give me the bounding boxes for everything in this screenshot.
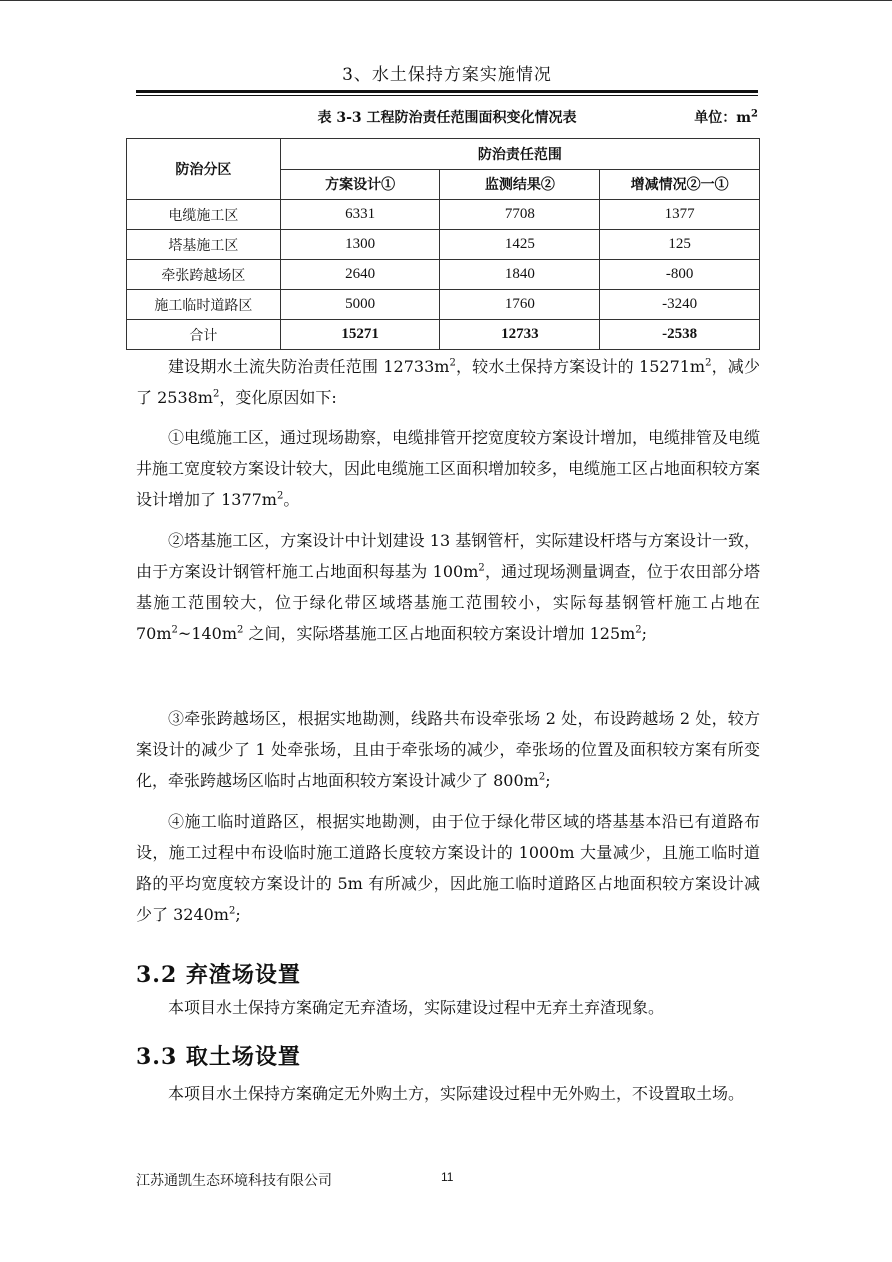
- cell-change: 1377: [600, 200, 760, 230]
- cell-zone: 施工临时道路区: [127, 290, 281, 320]
- paragraph-text: ④施工临时道路区，根据实地勘测，由于位于绿化带区域的塔基基本沿已有道路布设，施工过程中布设临时施工道路长度较方案设计的 1000m 大量减少，且施工临时道路的平均宽度较方案设计的 5m 有所减少，因此施工临时道路区占地面积较方案设计减少了 $3240m^2$;: [136, 812, 760, 924]
- section-heading-3-2: 3.2 弃渣场设置: [136, 962, 301, 988]
- paragraph-summary: [136, 351, 760, 413]
- paragraph-text: 本项目水土保持方案确定无弃渣场，实际建设过程中无弃土弃渣现象。: [168, 998, 665, 1017]
- table-caption: [136, 106, 758, 130]
- paragraph-text: ③牵张跨越场区，根据实地勘测，线路共布设牵张场 2 处，布设跨越场 2 处，较方案设计的减少了 1 处牵张场，且由于牵张场的减少，牵张场的位置及面积较方案有所变化，牵张跨越场区临时占地面积较方案设计减少了 $800m^2$;: [136, 709, 760, 790]
- header-group: 防治责任范围: [280, 139, 759, 170]
- cell-design: 2640: [280, 260, 440, 290]
- section-heading-3-3: 3.3 取土场设置: [136, 1044, 301, 1070]
- paragraph-tension-zone: [136, 703, 760, 796]
- paragraph-tower-zone: [136, 525, 760, 649]
- cell-monitor: 1840: [440, 260, 600, 290]
- cell-monitor: 1760: [440, 290, 600, 320]
- header-rule-thin: [136, 95, 758, 96]
- table-row: [127, 260, 760, 290]
- cell-design: 1300: [280, 230, 440, 260]
- table-row: [127, 230, 760, 260]
- header-design: 方案设计①: [280, 169, 440, 200]
- cell-change: 125: [600, 230, 760, 260]
- cell-zone: 牵张跨越场区: [127, 260, 281, 290]
- paragraph-spoil-site: [136, 992, 760, 1023]
- header-monitor: 监测结果②: [440, 169, 600, 200]
- cell-zone: 塔基施工区: [127, 230, 281, 260]
- paragraph-text: 本项目水土保持方案确定无外购土方，实际建设过程中无外购土，不设置取土场。: [168, 1084, 745, 1103]
- table-header-row: [127, 139, 760, 170]
- table-title: 表 3-3 工程防治责任范围面积变化情况表: [317, 110, 577, 126]
- cell-change: -3240: [600, 290, 760, 320]
- table-unit: 单位：$m^2$: [694, 108, 758, 126]
- cell-change: -800: [600, 260, 760, 290]
- cell-monitor: 7708: [440, 200, 600, 230]
- table-row: [127, 290, 760, 320]
- page-number: 11: [441, 1170, 454, 1184]
- header-change: 增减情况②一①: [600, 169, 760, 200]
- top-border-line: [0, 0, 892, 1]
- paragraph-text: ②塔基施工区，方案设计中计划建设 13 基钢管杆，实际建设杆塔与方案设计一致，由于方案设计钢管杆施工占地面积每基为 $100m^2$，通过现场测量调查，位于农田部分塔基施工范围较大，位于绿化带区域塔基施工范围较小，实际每基钢管杆施工占地在 $70m^2\sim 140m^2$ 之间，实际塔基施工区占地面积较方案设计增加 $125m^2$;: [136, 531, 760, 643]
- cell-design: 5000: [280, 290, 440, 320]
- cell-zone: 电缆施工区: [127, 200, 281, 230]
- cell-monitor: 1425: [440, 230, 600, 260]
- paragraph-cable-zone: [136, 422, 760, 515]
- header-rule-thick: [136, 90, 758, 93]
- cell-total-label: 合计: [127, 320, 281, 350]
- paragraph-borrow-site: [136, 1078, 760, 1109]
- table-total-row: [127, 320, 760, 350]
- responsibility-area-table: [126, 138, 760, 350]
- cell-total-design: 15271: [280, 320, 440, 350]
- paragraph-temp-road-zone: [136, 806, 760, 930]
- paragraph-text: 建设期水土流失防治责任范围 $12733m^2$，较水土保持方案设计的 $15271m^2$，减少了 $2538m^2$，变化原因如下:: [136, 357, 760, 407]
- header-zone: 防治分区: [127, 139, 281, 200]
- paragraph-text: ①电缆施工区，通过现场勘察，电缆排管开挖宽度较方案设计增加，电缆排管及电缆井施工宽度较方案设计较大，因此电缆施工区面积增加较多，电缆施工区占地面积较方案设计增加了 $1377m^2$。: [136, 428, 761, 509]
- footer-company: 江苏通凯生态环境科技有限公司: [136, 1173, 332, 1189]
- table-row: [127, 200, 760, 230]
- cell-total-change: -2538: [600, 320, 760, 350]
- cell-design: 6331: [280, 200, 440, 230]
- running-header: 3、水土保持方案实施情况: [342, 65, 552, 85]
- cell-total-monitor: 12733: [440, 320, 600, 350]
